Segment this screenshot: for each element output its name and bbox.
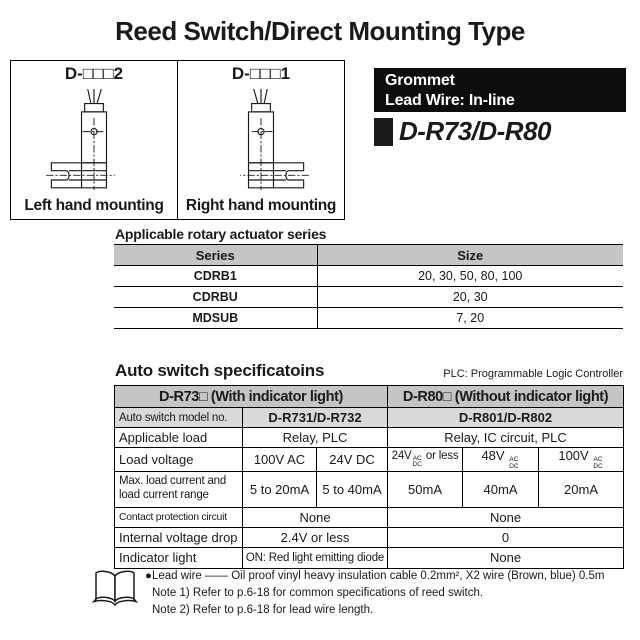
current-row-label: Max. load current and load current range: [115, 471, 243, 507]
load-row-label: Applicable load: [115, 428, 243, 448]
lead-wire-note: ●Lead wire —— Oil proof vinyl heavy insulation cable 0.2mm², X2 wire (Brown, blue) 0.5m: [145, 570, 605, 582]
auto-switch-drawing-right-icon: [213, 89, 309, 193]
mounting-diagram-panel: [10, 60, 345, 220]
spec-current-row: [115, 471, 624, 507]
grommet-banner-line2: Lead Wire: In-line: [385, 92, 515, 109]
left-mounting-drawing: [46, 84, 142, 197]
acdc-top: AC: [412, 454, 422, 462]
footer-text-block: [145, 568, 604, 619]
spec-contact-row: [115, 507, 624, 527]
voltage-value: 48V: [481, 448, 509, 463]
contact-r73: None: [243, 507, 388, 527]
table-row: [114, 308, 623, 329]
spec-load-row: [115, 428, 624, 448]
actuator-series-cell: MDSUB: [114, 308, 317, 329]
indicator-row-label: Indicator light: [115, 547, 243, 568]
contact-row-label: Contact protection circuit: [115, 507, 243, 527]
voltage-suffix: or less: [422, 449, 459, 462]
series-heading: [374, 116, 551, 147]
right-mounting-cell: [178, 61, 344, 219]
acdc-stack: [413, 456, 422, 470]
model-row-label: Auto switch model no.: [115, 408, 243, 428]
voltage-r73-dc: 24V DC: [317, 448, 388, 472]
plc-abbreviation-note: PLC: Programmable Logic Controller: [443, 368, 623, 380]
drop-r80: 0: [388, 527, 624, 547]
actuator-table-heading: Applicable rotary actuator series: [115, 226, 327, 242]
right-mounting-caption: Right hand mounting: [185, 197, 337, 214]
current-cell: 50mA: [388, 471, 463, 507]
acdc-top: AC: [593, 456, 603, 463]
acdc-bottom: DC: [509, 462, 519, 470]
load-r73: Relay, PLC: [243, 428, 388, 448]
acdc-stack: [593, 457, 602, 471]
contact-r80: None: [388, 507, 624, 527]
voltage-r80-48v: [463, 448, 539, 472]
drop-r73: 2.4V or less: [243, 527, 388, 547]
table-row: [114, 266, 623, 287]
auto-switch-drawing-left-icon: [46, 89, 142, 193]
footer-notes: [92, 568, 604, 619]
actuator-col-series: Series: [114, 245, 317, 266]
acdc-bottom: DC: [412, 461, 422, 469]
footer-note-1: Note 1) Refer to p.6-18 for common specifications of reed switch.: [152, 587, 484, 599]
acdc-stack: [509, 457, 518, 471]
voltage-value: 100V: [558, 448, 593, 463]
voltage-row-label: Load voltage: [115, 448, 243, 472]
spec-model-row: [115, 408, 624, 428]
left-mounting-caption: Left hand mounting: [24, 197, 164, 214]
group-header-r80: D-R80□ (Without indicator light): [388, 386, 624, 408]
spec-group-header-row: [115, 386, 624, 408]
voltage-r80-100v: [539, 448, 624, 472]
voltage-r73-ac: 100V AC: [243, 448, 317, 472]
model-r80: D-R801/D-R802: [388, 408, 624, 428]
actuator-series-cell: CDRBU: [114, 287, 317, 308]
heading-block-icon: [374, 118, 393, 146]
current-cell: 40mA: [463, 471, 539, 507]
indicator-r80: None: [388, 547, 624, 568]
series-heading-text: D-R73/D-R80: [399, 116, 551, 146]
spec-indicator-row: [115, 547, 624, 568]
current-cell: 5 to 40mA: [317, 471, 388, 507]
acdc-top: AC: [509, 456, 519, 463]
current-cell: 20mA: [539, 471, 624, 507]
spec-voltage-row: [115, 448, 624, 472]
indicator-r73: ON: Red light emitting diode: [243, 547, 388, 568]
grommet-banner: [374, 68, 626, 112]
right-mounting-drawing: [213, 84, 309, 197]
acdc-bottom: DC: [593, 462, 603, 470]
grommet-banner-line1: Grommet: [385, 72, 455, 89]
voltage-value: 24V: [391, 449, 412, 462]
actuator-table-header-row: [114, 245, 623, 266]
actuator-size-cell: 20, 30, 50, 80, 100: [317, 266, 623, 287]
open-book-icon: [92, 568, 138, 610]
left-mounting-cell: [11, 61, 178, 219]
actuator-col-size: Size: [317, 245, 623, 266]
right-model-label: D-□□□1: [231, 64, 291, 83]
group-header-r73: D-R73□ (With indicator light): [115, 386, 388, 408]
actuator-table: [114, 244, 623, 329]
actuator-size-cell: 7, 20: [317, 308, 623, 329]
spec-voltage-drop-row: [115, 527, 624, 547]
drop-row-label: Internal voltage drop: [115, 527, 243, 547]
table-row: [114, 287, 623, 308]
page-title: Reed Switch/Direct Mounting Type: [115, 16, 525, 46]
actuator-size-cell: 20, 30: [317, 287, 623, 308]
load-r80: Relay, IC circuit, PLC: [388, 428, 624, 448]
footer-note-2: Note 2) Refer to p.6-18 for lead wire length.: [152, 604, 374, 616]
voltage-r80-24v: [388, 448, 463, 472]
actuator-series-cell: CDRB1: [114, 266, 317, 287]
model-r73: D-R731/D-R732: [243, 408, 388, 428]
left-model-label: D-□□□2: [64, 64, 124, 83]
spec-section-heading: Auto switch specificatoins: [115, 361, 325, 380]
auto-switch-spec-table: [114, 385, 624, 569]
current-cell: 5 to 20mA: [243, 471, 317, 507]
